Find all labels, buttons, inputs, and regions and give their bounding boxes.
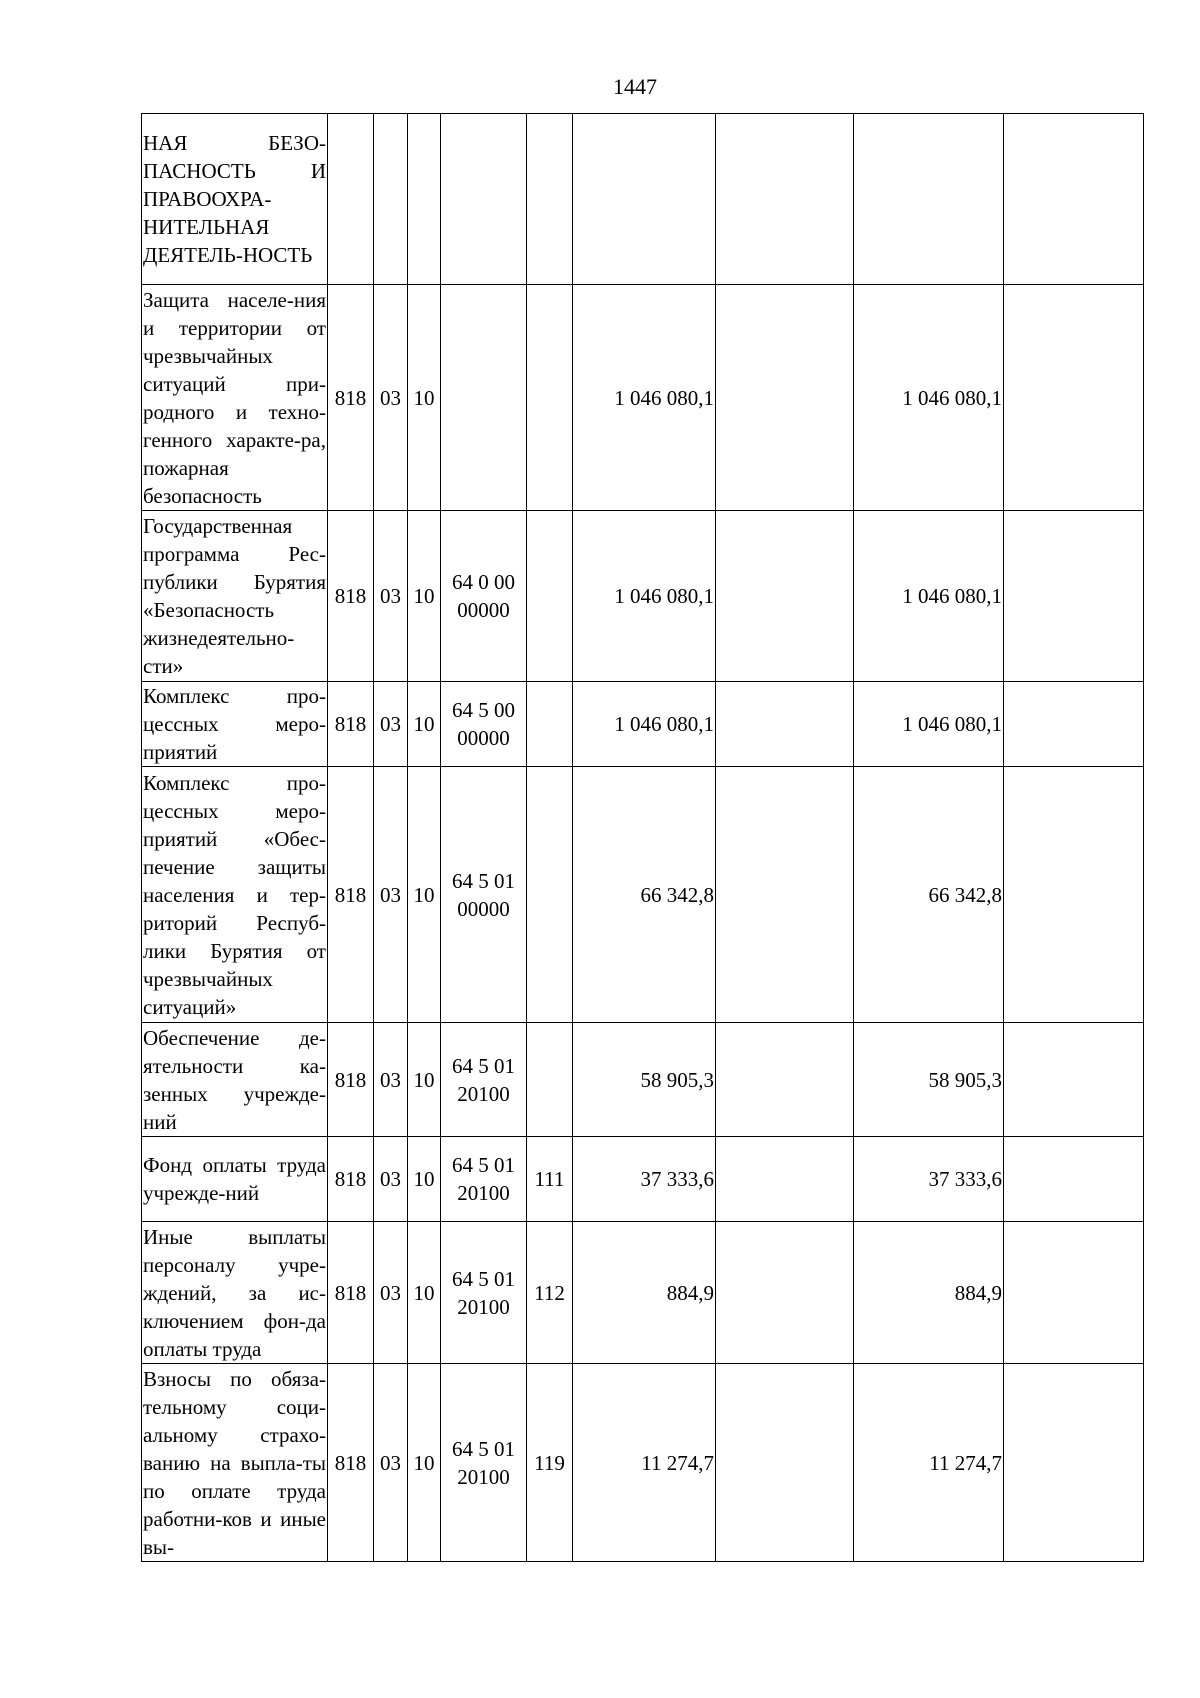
sum-cell-3: 11 274,7 xyxy=(854,1364,1004,1562)
table-row xyxy=(142,285,1144,511)
sum-cell-3: 1 046 080,1 xyxy=(854,285,1004,511)
csr-code-line-1: 64 5 01 xyxy=(452,1266,515,1291)
sum-cell-4 xyxy=(1004,114,1144,285)
vr-code-cell xyxy=(527,1023,573,1137)
csr-code-line-1: 64 0 00 xyxy=(452,570,515,594)
csr-code-line-1: 64 5 01 xyxy=(452,1153,515,1177)
rz-code-cell: 03 xyxy=(374,682,408,767)
table-row xyxy=(142,1137,1144,1222)
csr-code-line-2: 20100 xyxy=(457,1081,510,1106)
table-row xyxy=(142,511,1144,682)
csr-code-cell xyxy=(441,511,527,682)
pr-code-cell: 10 xyxy=(408,1222,441,1364)
sum-cell-4 xyxy=(1004,767,1144,1023)
vr-code-cell xyxy=(527,682,573,767)
table-row xyxy=(142,1364,1144,1562)
sum-cell-1: 1 046 080,1 xyxy=(573,682,716,767)
table-row xyxy=(142,1023,1144,1137)
sum-cell-3: 884,9 xyxy=(854,1222,1004,1364)
row-name-cell: Фонд оплаты труда учрежде-ний xyxy=(142,1137,328,1222)
sum-cell-4 xyxy=(1004,1364,1144,1562)
sum-cell-1: 11 274,7 xyxy=(573,1364,716,1562)
vr-code-cell: 119 xyxy=(527,1364,573,1562)
csr-code-cell xyxy=(441,682,527,767)
csr-code-cell xyxy=(441,1023,527,1137)
sum-cell-2 xyxy=(716,767,854,1023)
sum-cell-2 xyxy=(716,1222,854,1364)
sum-cell-2 xyxy=(716,1023,854,1137)
csr-code-cell xyxy=(441,114,527,285)
rz-code-cell: 03 xyxy=(374,1222,408,1364)
row-name-cell: НАЯ БЕЗО-ПАСНОСТЬ И ПРАВООХРА-НИТЕЛЬНАЯ ДЕЯТЕЛЬ-НОСТЬ xyxy=(142,114,328,285)
vr-code-cell xyxy=(527,767,573,1023)
row-name-cell: Комплекс про-цессных меро-приятий xyxy=(142,682,328,767)
rz-code-cell: 03 xyxy=(374,1137,408,1222)
sum-cell-4 xyxy=(1004,682,1144,767)
pr-code-cell: 10 xyxy=(408,682,441,767)
sum-cell-2 xyxy=(716,682,854,767)
ved-code-cell: 818 xyxy=(328,511,374,682)
csr-code-line-2: 20100 xyxy=(457,1181,510,1205)
sum-cell-1 xyxy=(573,114,716,285)
row-name-cell: Обеспечение де-ятельности ка-зенных учрежде-ний xyxy=(142,1023,328,1137)
csr-code-line-2: 20100 xyxy=(457,1294,510,1319)
table-row xyxy=(142,767,1144,1023)
sum-cell-2 xyxy=(716,114,854,285)
sum-cell-1: 58 905,3 xyxy=(573,1023,716,1137)
ved-code-cell: 818 xyxy=(328,682,374,767)
pr-code-cell: 10 xyxy=(408,767,441,1023)
sum-cell-3 xyxy=(854,114,1004,285)
csr-code-line-2: 00000 xyxy=(457,896,510,921)
sum-cell-3: 58 905,3 xyxy=(854,1023,1004,1137)
ved-code-cell xyxy=(328,114,374,285)
ved-code-cell: 818 xyxy=(328,1222,374,1364)
sum-cell-3: 1 046 080,1 xyxy=(854,511,1004,682)
csr-code-line-2: 00000 xyxy=(457,598,510,622)
sum-cell-3: 66 342,8 xyxy=(854,767,1004,1023)
sum-cell-1: 884,9 xyxy=(573,1222,716,1364)
sum-cell-1: 66 342,8 xyxy=(573,767,716,1023)
sum-cell-1: 1 046 080,1 xyxy=(573,511,716,682)
sum-cell-3: 37 333,6 xyxy=(854,1137,1004,1222)
row-name-cell: Взносы по обяза-тельному соци-альному страхо-ванию на выпла-ты по оплате труда работни-ков и иные вы- xyxy=(142,1364,328,1562)
csr-code-cell xyxy=(441,1137,527,1222)
sum-cell-4 xyxy=(1004,1222,1144,1364)
vr-code-cell xyxy=(527,285,573,511)
csr-code-cell xyxy=(441,1222,527,1364)
pr-code-cell: 10 xyxy=(408,1364,441,1562)
csr-code-line-1: 64 5 01 xyxy=(452,868,515,893)
vr-code-cell: 111 xyxy=(527,1137,573,1222)
sum-cell-1: 1 046 080,1 xyxy=(573,285,716,511)
vr-code-cell: 112 xyxy=(527,1222,573,1364)
ved-code-cell: 818 xyxy=(328,1364,374,1562)
csr-code-cell xyxy=(441,1364,527,1562)
sum-cell-3: 1 046 080,1 xyxy=(854,682,1004,767)
sum-cell-2 xyxy=(716,1364,854,1562)
rz-code-cell: 03 xyxy=(374,285,408,511)
sum-cell-2 xyxy=(716,285,854,511)
csr-code-line-2: 20100 xyxy=(457,1464,510,1489)
budget-table xyxy=(141,113,1144,1562)
page-number: 1447 xyxy=(613,74,657,99)
csr-code-line-1: 64 5 00 xyxy=(452,698,515,722)
pr-code-cell: 10 xyxy=(408,511,441,682)
rz-code-cell xyxy=(374,114,408,285)
rz-code-cell: 03 xyxy=(374,767,408,1023)
pr-code-cell: 10 xyxy=(408,1137,441,1222)
sum-cell-4 xyxy=(1004,1023,1144,1137)
vr-code-cell xyxy=(527,511,573,682)
csr-code-cell xyxy=(441,767,527,1023)
sum-cell-1: 37 333,6 xyxy=(573,1137,716,1222)
csr-code-line-1: 64 5 01 xyxy=(452,1436,515,1461)
vr-code-cell xyxy=(527,114,573,285)
csr-code-cell xyxy=(441,285,527,511)
sum-cell-4 xyxy=(1004,285,1144,511)
rz-code-cell: 03 xyxy=(374,1364,408,1562)
sum-cell-4 xyxy=(1004,511,1144,682)
table-row xyxy=(142,682,1144,767)
sum-cell-2 xyxy=(716,511,854,682)
ved-code-cell: 818 xyxy=(328,1023,374,1137)
rz-code-cell: 03 xyxy=(374,1023,408,1137)
row-name-cell: Иные выплаты персоналу учре-ждений, за ис-ключением фон-да оплаты труда xyxy=(142,1222,328,1364)
ved-code-cell: 818 xyxy=(328,767,374,1023)
pr-code-cell: 10 xyxy=(408,1023,441,1137)
rz-code-cell: 03 xyxy=(374,511,408,682)
sum-cell-4 xyxy=(1004,1137,1144,1222)
row-name-cell: Государственная программа Рес-публики Бурятия «Безопасность жизнедеятельно-сти» xyxy=(142,511,328,682)
row-name-cell: Защита населе-ния и территории от чрезвычайных ситуаций при-родного и техно-генного характе-ра, пожарная безопасность xyxy=(142,285,328,511)
ved-code-cell: 818 xyxy=(328,1137,374,1222)
row-name-cell: Комплекс про-цессных меро-приятий «Обес-печение защиты населения и тер-риторий Респуб-лики Бурятия от чрезвычайных ситуаций» xyxy=(142,767,328,1023)
sum-cell-2 xyxy=(716,1137,854,1222)
pr-code-cell: 10 xyxy=(408,285,441,511)
ved-code-cell: 818 xyxy=(328,285,374,511)
table-row xyxy=(142,114,1144,285)
csr-code-line-1: 64 5 01 xyxy=(452,1053,515,1078)
pr-code-cell xyxy=(408,114,441,285)
csr-code-line-2: 00000 xyxy=(457,726,510,750)
table-row xyxy=(142,1222,1144,1364)
